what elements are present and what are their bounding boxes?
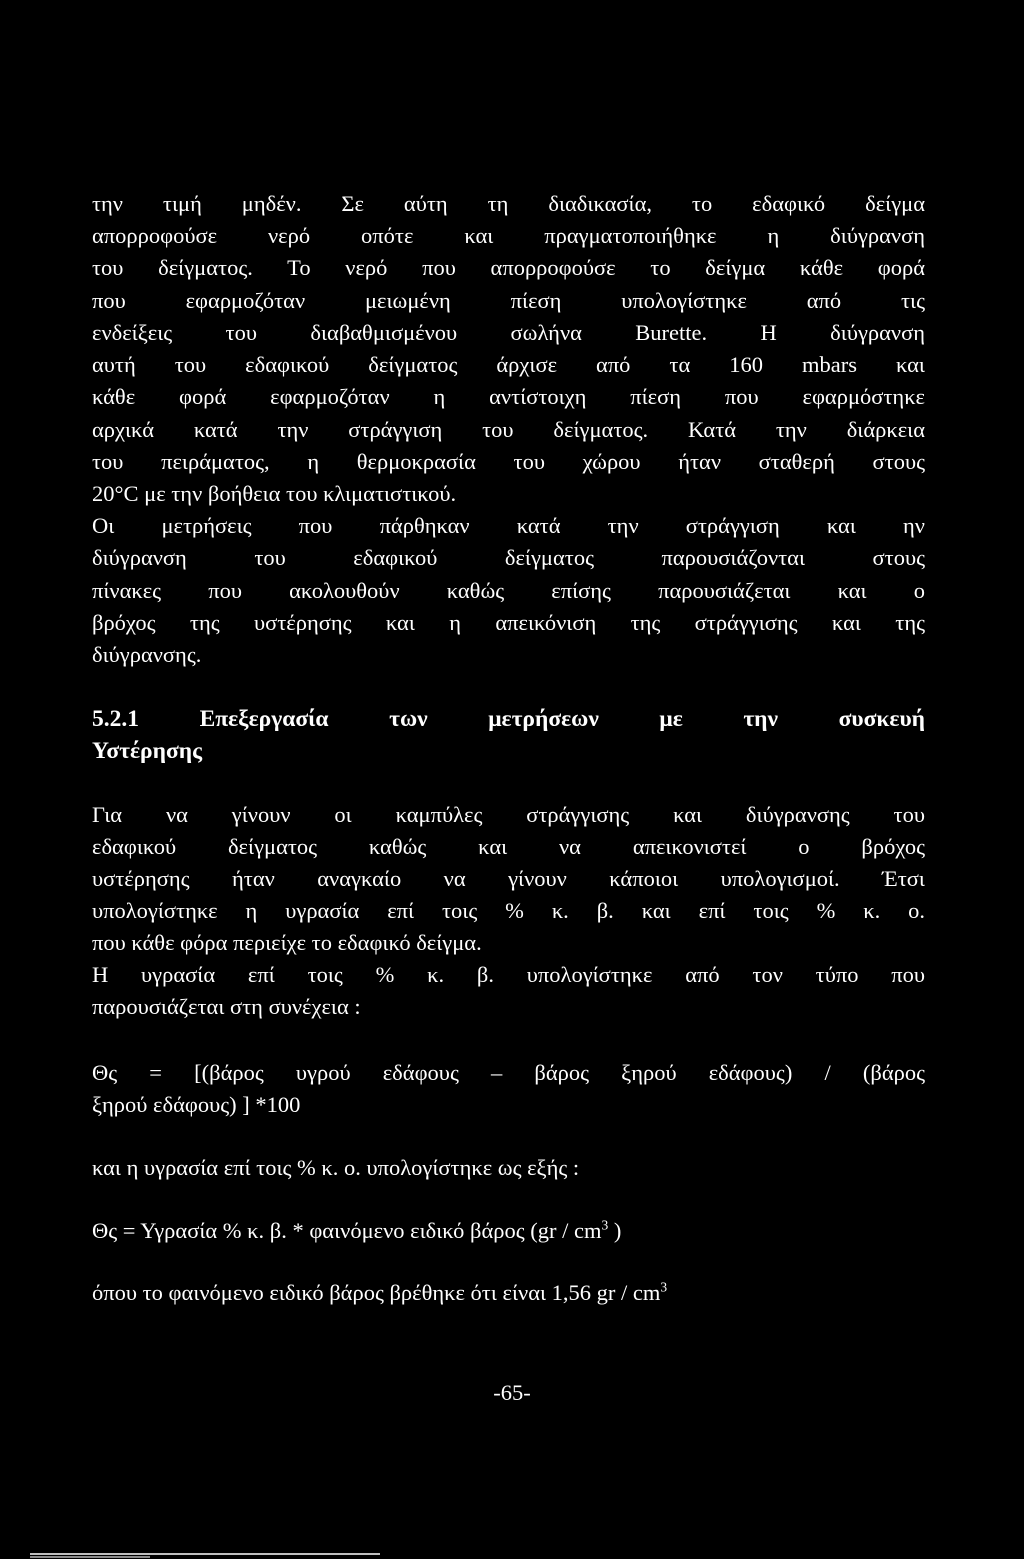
page-number: -65- — [493, 1380, 531, 1405]
text-line: εδαφικού δείγματος καθώς και να απεικονιστεί ο βρόχος — [92, 834, 925, 859]
text-line: που εφαρμοζόταν μειωμένη πίεση υπολογίστηκε από τις — [92, 288, 925, 313]
density-text: όπου το φαινόμενο ειδικό βάρος βρέθηκε ότι είναι 1,56 gr / cm — [92, 1280, 661, 1305]
text-line: υπολογίστηκε η υγρασία επί τοις % κ. β. και επί τοις % κ. ο. — [92, 898, 925, 923]
superscript: 3 — [601, 1217, 609, 1233]
formula-text: ) — [608, 1218, 622, 1243]
text-line: κάθε φορά εφαρμοζόταν η αντίστοιχη πίεση που εφαρμόστηκε — [92, 384, 925, 409]
text-line: βρόχος της υστέρησης και η απεικόνιση της στράγγισης και της — [92, 610, 925, 635]
bulk-density-line — [92, 1278, 925, 1308]
text-line: του πειράματος, η θερμοκρασία του χώρου ήταν σταθερή στους — [92, 449, 925, 474]
text-line: αρχικά κατά την στράγγιση του δείγματος. Κατά την διάρκεια — [92, 417, 925, 442]
text-line: υστέρησης ήταν αναγκαίο να γίνουν κάποιοι υπολογισμοί. Έτσι — [92, 866, 925, 891]
superscript: 3 — [660, 1279, 668, 1295]
text-line: απορροφούσε νερό οπότε και πραγματοποιήθηκε η διύγρανση — [92, 223, 925, 248]
formula-text: Θς = Υγρασία % κ. β. * φαινόμενο ειδικό βάρος (gr / cm — [92, 1218, 602, 1243]
text-line: 20°C με την βοήθεια του κλιματιστικού. — [92, 481, 457, 506]
text-line: παρουσιάζεται στη συνέχεια : — [92, 994, 361, 1019]
text-line: πίνακες που ακολουθούν καθώς επίσης παρουσιάζεται και ο — [92, 578, 925, 603]
text-line: ενδείξεις του διαβαθμισμένου σωλήνα Burette. Η διύγρανση — [92, 320, 925, 345]
text-line: Οι μετρήσεις που πάρθηκαν κατά την στράγγιση και ην — [92, 513, 925, 538]
bottom-rule — [30, 1556, 150, 1558]
text-line: διύγρανσης. — [92, 642, 202, 667]
text-line: αυτή του εδαφικού δείγματος άρχισε από τα 160 mbars και — [92, 352, 925, 377]
text-line: την τιμή μηδέν. Σε αύτη τη διαδικασία, το εδαφικό δείγμα — [92, 191, 925, 216]
formula-volumetric-moisture — [92, 1216, 925, 1246]
text-line: του δείγματος. Το νερό που απορροφούσε το δείγμα κάθε φορά — [92, 255, 925, 280]
heading-line: 5.2.1 Επεξεργασία των μετρήσεων με την συσκευή — [92, 706, 925, 732]
formula-line: Θς = [(βάρος υγρού εδάφους – βάρος ξηρού εδάφους) / (βάρος — [92, 1060, 925, 1085]
text-line: διύγρανση του εδαφικού δείγματος παρουσιάζονται στους — [92, 545, 925, 570]
volumetric-moisture-line: και η υγρασία επί τοις % κ. ο. υπολογίστηκε ως εξής : — [92, 1155, 580, 1180]
bottom-rule — [30, 1553, 380, 1555]
text-line: Για να γίνουν οι καμπύλες στράγγισης και διύγρανσης του — [92, 802, 925, 827]
formula-line: ξηρού εδάφους) ] *100 — [92, 1092, 301, 1117]
text-line: Η υγρασία επί τοις % κ. β. υπολογίστηκε από τον τύπο που — [92, 962, 925, 987]
text-line: που κάθε φόρα περιείχε το εδαφικό δείγμα. — [92, 930, 482, 955]
heading-line: Υστέρησης — [92, 738, 203, 764]
